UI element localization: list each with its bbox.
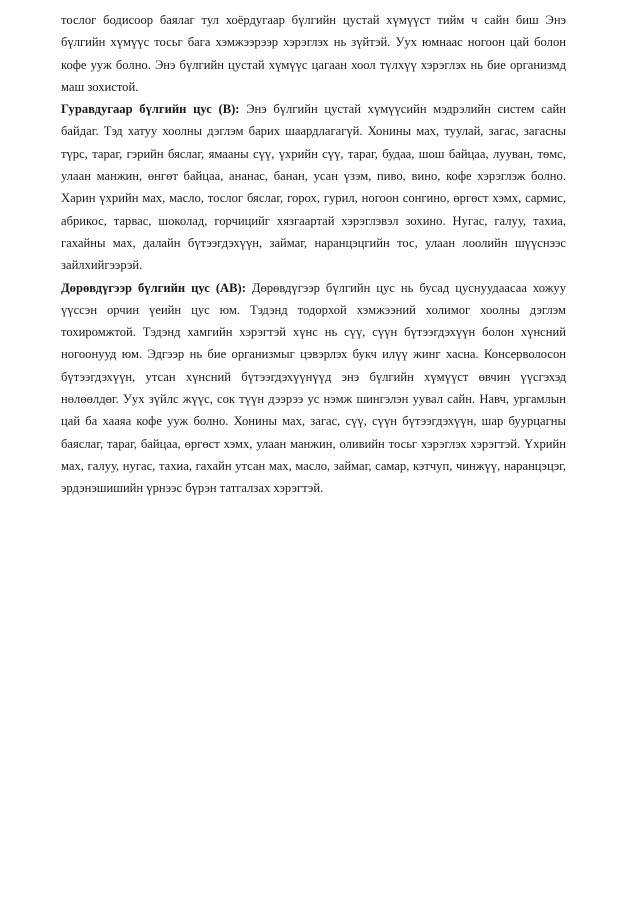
paragraph-heading: Дөрөвдүгээр бүлгийн цус (АВ): [61, 280, 246, 295]
paragraph-body: тослог бодисоор баялаг тул хоёрдугаар бүлгийн цустай хүмүүст тийм ч сайн биш Энэ бүлгийн хүмүүс тосьг бага хэмжээрээр хэрэглэх нь зүйтэй. Уух юмнаас ногоон цай болон кофе ууж болно. Энэ бүлгийн цустай хүмүүс цагаан хоол түлхүү хэрэглэх нь бие организмд маш зохистой. [61, 13, 566, 94]
paragraph-blood-type-2-continued [61, 9, 566, 98]
paragraph-body: Энэ бүлгийн цустай хүмүүсийн мэдрэлийн систем сайн байдаг. Тэд хатуу хоолны дэглэм барих шаардлагагүй. Хонины мах, туулай, загас, загасны түрс, тараг, гэрийн бяслаг, ямааны сүү, үхрийн сүү, тараг, будаа, шош байцаа, лууван, төмс, улаан манжин, өнгөт байцаа, ананас, банан, усан үзэм, пиво, вино, кофе хэрэглэж болно. Харин үхрийн мах, масло, тослог бяслаг, горох, гурил, ногоон сонгино, өргөст хэмх, сармис, абрикос, тарвас, шоколад, горчицийг хязгаартай хэрэглэвэл зохино. Нугас, галуу, тахиа, гахайны мах, далайн бүтээгдэхүүн, займаг, наранцэцгийн тос, улаан лоолийн шүүснээс зайлхийгээрэй. [61, 102, 566, 273]
document-page [61, 9, 566, 500]
paragraph-heading: Гуравдугаар бүлгийн цус (В): [61, 102, 240, 117]
paragraph-body: Дөрөвдүгээр бүлгийн цус нь бусад цуснуудаасаа хожуу үүссэн орчин үеийн цус юм. Тэдэнд тодорхой хэмжээний холимог хоолны дэглэм тохиромжтой. Тэдэнд хамгийн хэрэгтэй хүнс нь сүү, сүүн бүтээгдэхүүн болон хүнсний ногоонууд юм. Эдгээр нь бие организмыг цэвэрлэх букч илүү жинг хасна. Консерволосон бүтээгдэхүүн, утсан хүнсний бүтээгдэхүүнүүд энэ бүлгийн хүмүүст өвчин үүсгэхэд нөлөөлдөг. Уух зүйлс жүүс, сок түүн дээрээ ус нэмж шингэлэн уувал сайн. Навч, ургамлын цай ба хааяа кофе ууж болно. Хонины мах, загас, сүү, сүүн бүтээгдэхүүн, шар буурцагны баяслаг, тараг, байцаа, өргөст хэмх, улаан манжин, оливийн тосьг хэрэглэх хэрэгтэй. Үхрийн мах, галуу, нугас, тахиа, гахайн утсан мах, масло, займаг, самар, кэтчуп, чинжүү, наранцэцэг, эрдэнэшишийн үрнээс бүрэн татгалзах хэрэгтэй. [61, 280, 566, 496]
paragraph-blood-type-b [61, 98, 566, 276]
paragraph-blood-type-ab [61, 277, 566, 500]
